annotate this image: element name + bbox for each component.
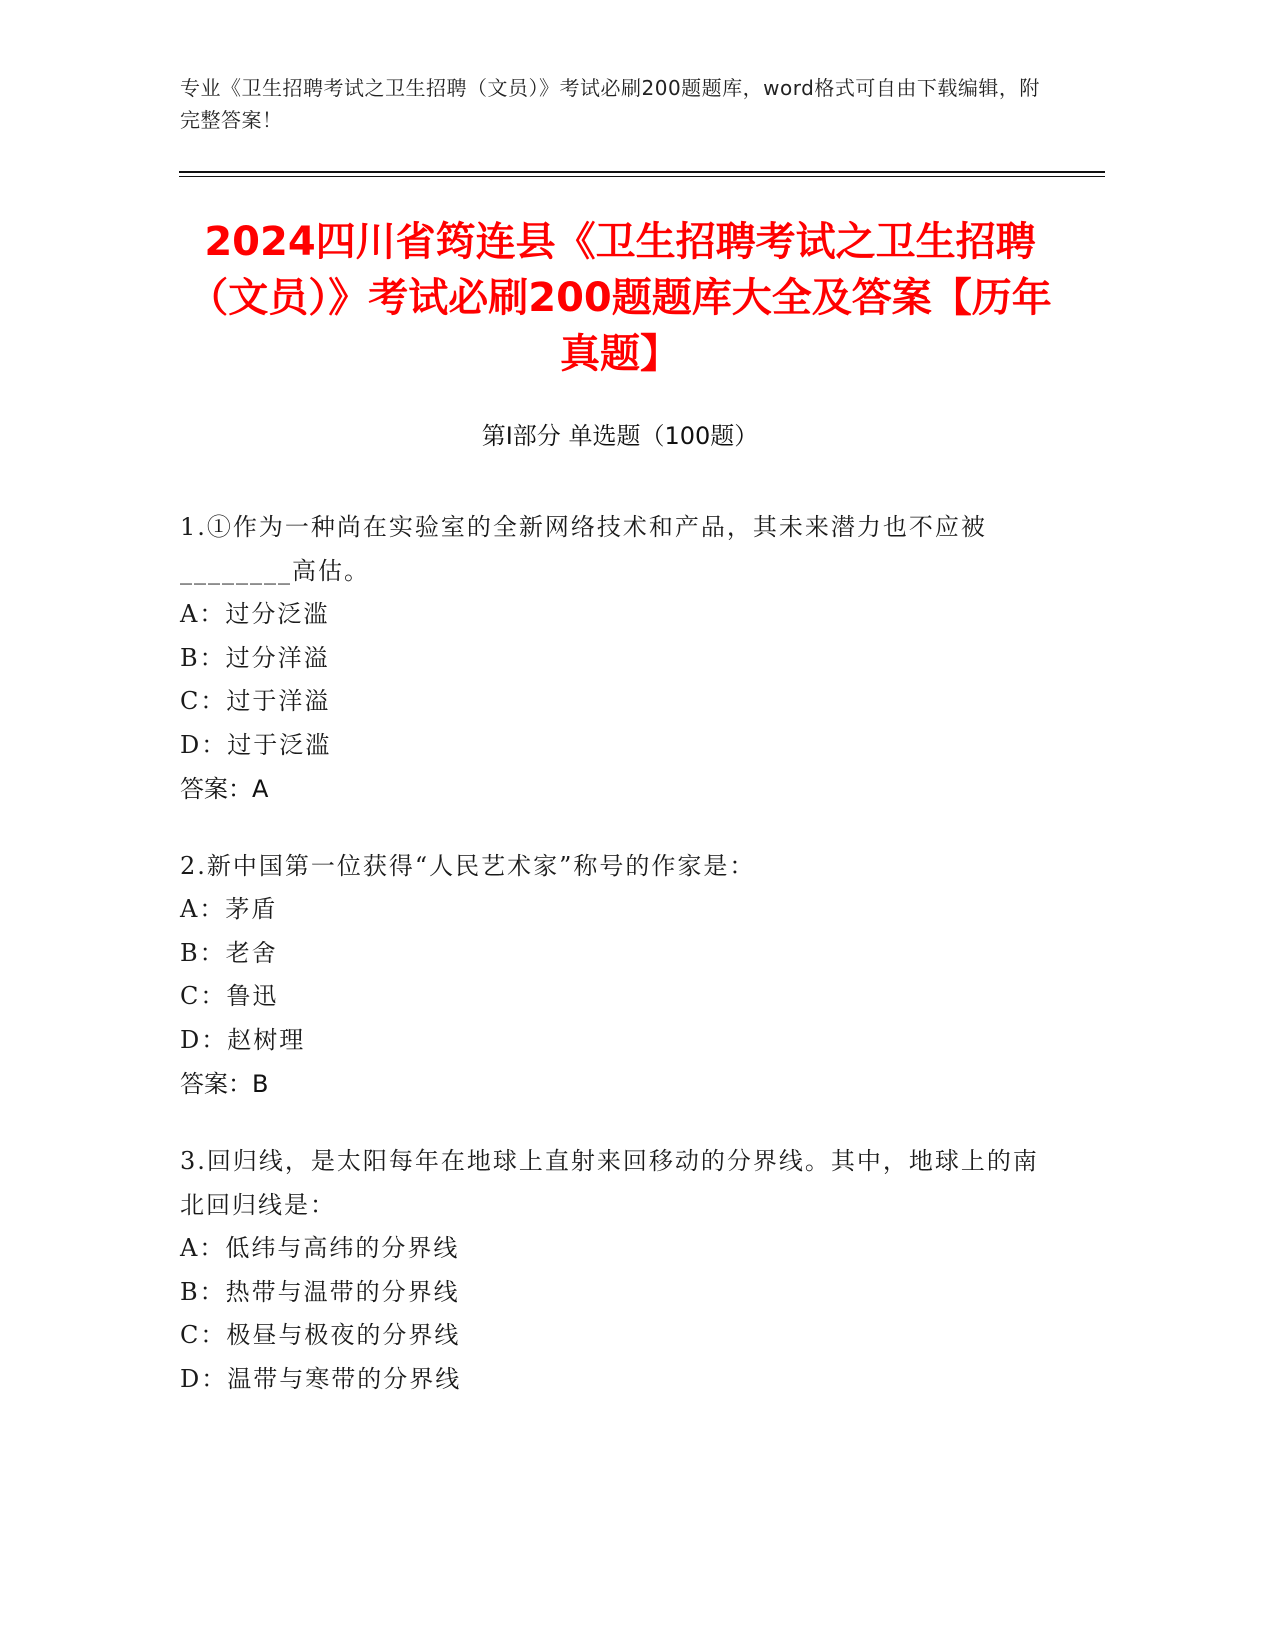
question-stem: 2.新中国第一位获得“人民艺术家”称号的作家是： — [180, 852, 756, 880]
question-list — [180, 505, 1040, 1434]
question-2 — [180, 844, 1040, 1106]
option-c: C：极昼与极夜的分界线 — [180, 1321, 461, 1349]
option-b: B：热带与温带的分界线 — [180, 1277, 460, 1306]
answer: 答案：A — [180, 775, 269, 803]
question-stem: 3.回归线，是太阳每年在地球上直射来回移动的分界线。其中，地球上的南北回归线是： — [180, 1147, 1039, 1219]
option-b: B：老舍 — [180, 938, 278, 967]
option-a: A：茅盾 — [180, 895, 278, 923]
option-d: D：过于泛滥 — [180, 730, 332, 759]
section-heading: 第Ⅰ部分 单选题（100题） — [481, 422, 759, 450]
option-a: A：低纬与高纬的分界线 — [180, 1234, 460, 1262]
question-3 — [180, 1139, 1040, 1401]
document-title: 2024四川省筠连县《卫生招聘考试之卫生招聘（文员）》考试必刷200题题库大全及答案【历年真题】 — [188, 219, 1052, 377]
option-d: D：赵树理 — [180, 1025, 306, 1054]
header-note: 专业《卫生招聘考试之卫生招聘（文员）》考试必刷200题题库，word格式可自由下载编辑，附完整答案！ — [180, 76, 1040, 132]
header-divider-thin — [179, 176, 1105, 177]
option-a: A：过分泛滥 — [180, 600, 330, 628]
option-b: B：过分洋溢 — [180, 643, 330, 672]
option-c: C：鲁迅 — [180, 982, 279, 1010]
header-divider-thick — [179, 171, 1105, 173]
question-1 — [180, 505, 1040, 811]
option-c: C：过于洋溢 — [180, 687, 331, 715]
answer: 答案：B — [180, 1070, 269, 1098]
question-stem: 1.①作为一种尚在实验室的全新网络技术和产品，其未来潜力也不应被________高估。 — [180, 513, 987, 585]
option-d: D：温带与寒带的分界线 — [180, 1364, 462, 1393]
